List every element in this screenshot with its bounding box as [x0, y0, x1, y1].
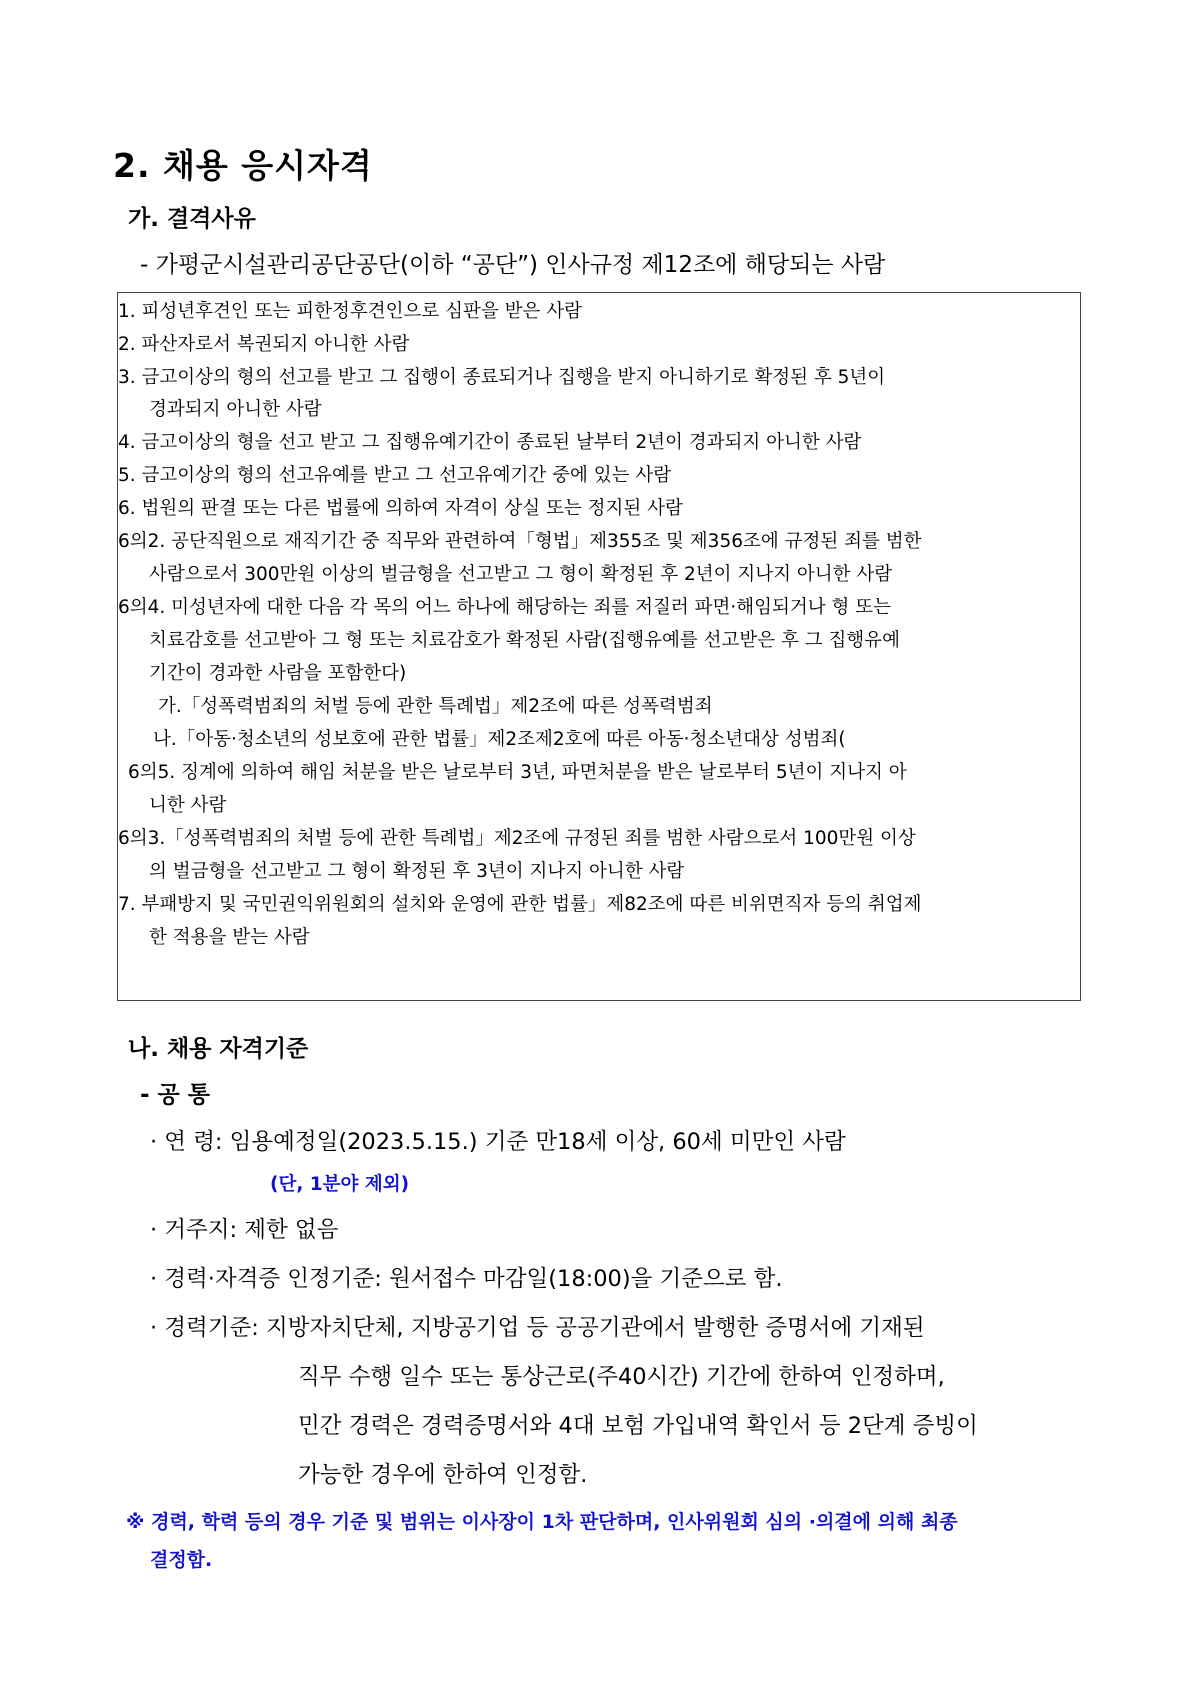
criteria-career-line: 가능한 경우에 한하여 인정함. [298, 1462, 588, 1488]
criteria-age-note: (단, 1분야 제외) [270, 1174, 410, 1195]
list-item: 한 적용을 받는 사람 [149, 927, 310, 948]
list-item: 경과되지 아니한 사람 [149, 399, 322, 420]
list-item: 사람으로서 300만원 이상의 벌금형을 선고받고 그 형이 확정된 후 2년이 지나지 아니한 사람 [149, 564, 893, 585]
list-item: 니한 사람 [149, 795, 227, 816]
criteria-heading: 나. 채용 자격기준 [128, 1036, 309, 1062]
criteria-certificate: · 경력·자격증 인정기준: 원서접수 마감일(18:00)을 기준으로 함. [150, 1266, 783, 1292]
list-item: 1. 피성년후견인 또는 피한정후견인으로 심판을 받은 사람 [118, 301, 582, 322]
criteria-age: · 연 령: 임용예정일(2023.5.15.) 기준 만18세 이상, 60세 미만인 사람 [150, 1129, 846, 1155]
criteria-footnote: ※ 경력, 학력 등의 경우 기준 및 범위는 이사장이 1차 판단하며, 인사위원회 심의 ·의결에 의해 최종 [126, 1511, 958, 1533]
list-item: 5. 금고이상의 형의 선고유예를 받고 그 선고유예기간 중에 있는 사람 [118, 465, 672, 486]
disqualification-heading: 가. 결격사유 [128, 206, 256, 232]
list-item: 치료감호를 선고받아 그 형 또는 치료감호가 확정된 사람(집행유예를 선고받은 후 그 집행유예 [149, 630, 901, 651]
criteria-career: · 경력기준: 지방자치단체, 지방공기업 등 공공기관에서 발행한 증명서에 기재된 [150, 1315, 925, 1341]
criteria-career-line: 직무 수행 일수 또는 통상근로(주40시간) 기간에 한하여 인정하며, [298, 1364, 945, 1390]
list-item: 6의3.「성폭력범죄의 처벌 등에 관한 특례법」제2조에 규정된 죄를 범한 사람으로서 100만원 이상 [118, 828, 916, 849]
section-title: 2. 채용 응시자격 [113, 146, 373, 185]
list-item: 7. 부패방지 및 국민권익위원회의 설치와 운영에 관한 법률」제82조에 따른 비위면직자 등의 취업제 [118, 894, 922, 915]
list-item: 기간이 경과한 사람을 포함한다) [149, 663, 407, 684]
list-item: 2. 파산자로서 복권되지 아니한 사람 [118, 334, 410, 355]
list-item: 6의2. 공단직원으로 재직기간 중 직무와 관련하여「형법」제355조 및 제356조에 규정된 죄를 범한 [118, 531, 922, 552]
list-item: 나.「아동·청소년의 성보호에 관한 법률」제2조제2호에 따른 아동·청소년대상 성범죄( [153, 729, 846, 750]
list-item: 6. 법원의 판결 또는 다른 법률에 의하여 자격이 상실 또는 정지된 사람 [118, 498, 683, 519]
list-item: 3. 금고이상의 형의 선고를 받고 그 집행이 종료되거나 집행을 받지 아니하기로 확정된 후 5년이 [118, 367, 886, 388]
list-item: 6의5. 징계에 의하여 해임 처분을 받은 날로부터 3년, 파면처분을 받은 날로부터 5년이 지나지 아 [128, 762, 907, 783]
disqualification-box [117, 292, 1081, 1001]
list-item: 가.「성폭력범죄의 처벌 등에 관한 특례법」제2조에 따른 성폭력범죄 [158, 696, 713, 717]
list-item: 6의4. 미성년자에 대한 다음 각 목의 어느 하나에 해당하는 죄를 저질러 파면·해임되거나 형 또는 [118, 597, 891, 618]
criteria-footnote-cont: 결정함. [150, 1549, 213, 1571]
list-item: 4. 금고이상의 형을 선고 받고 그 집행유예기간이 종료된 날부터 2년이 경과되지 아니한 사람 [118, 432, 862, 453]
criteria-career-line: 민간 경력은 경력증명서와 4대 보험 가입내역 확인서 등 2단계 증빙이 [298, 1413, 978, 1439]
disqualification-intro: - 가평군시설관리공단공단(이하 “공단”) 인사규정 제12조에 해당되는 사람 [140, 252, 886, 278]
list-item: 의 벌금형을 선고받고 그 형이 확정된 후 3년이 지나지 아니한 사람 [149, 861, 685, 882]
criteria-residence: · 거주지: 제한 없음 [150, 1217, 339, 1243]
criteria-common-label: - 공 통 [140, 1082, 210, 1108]
